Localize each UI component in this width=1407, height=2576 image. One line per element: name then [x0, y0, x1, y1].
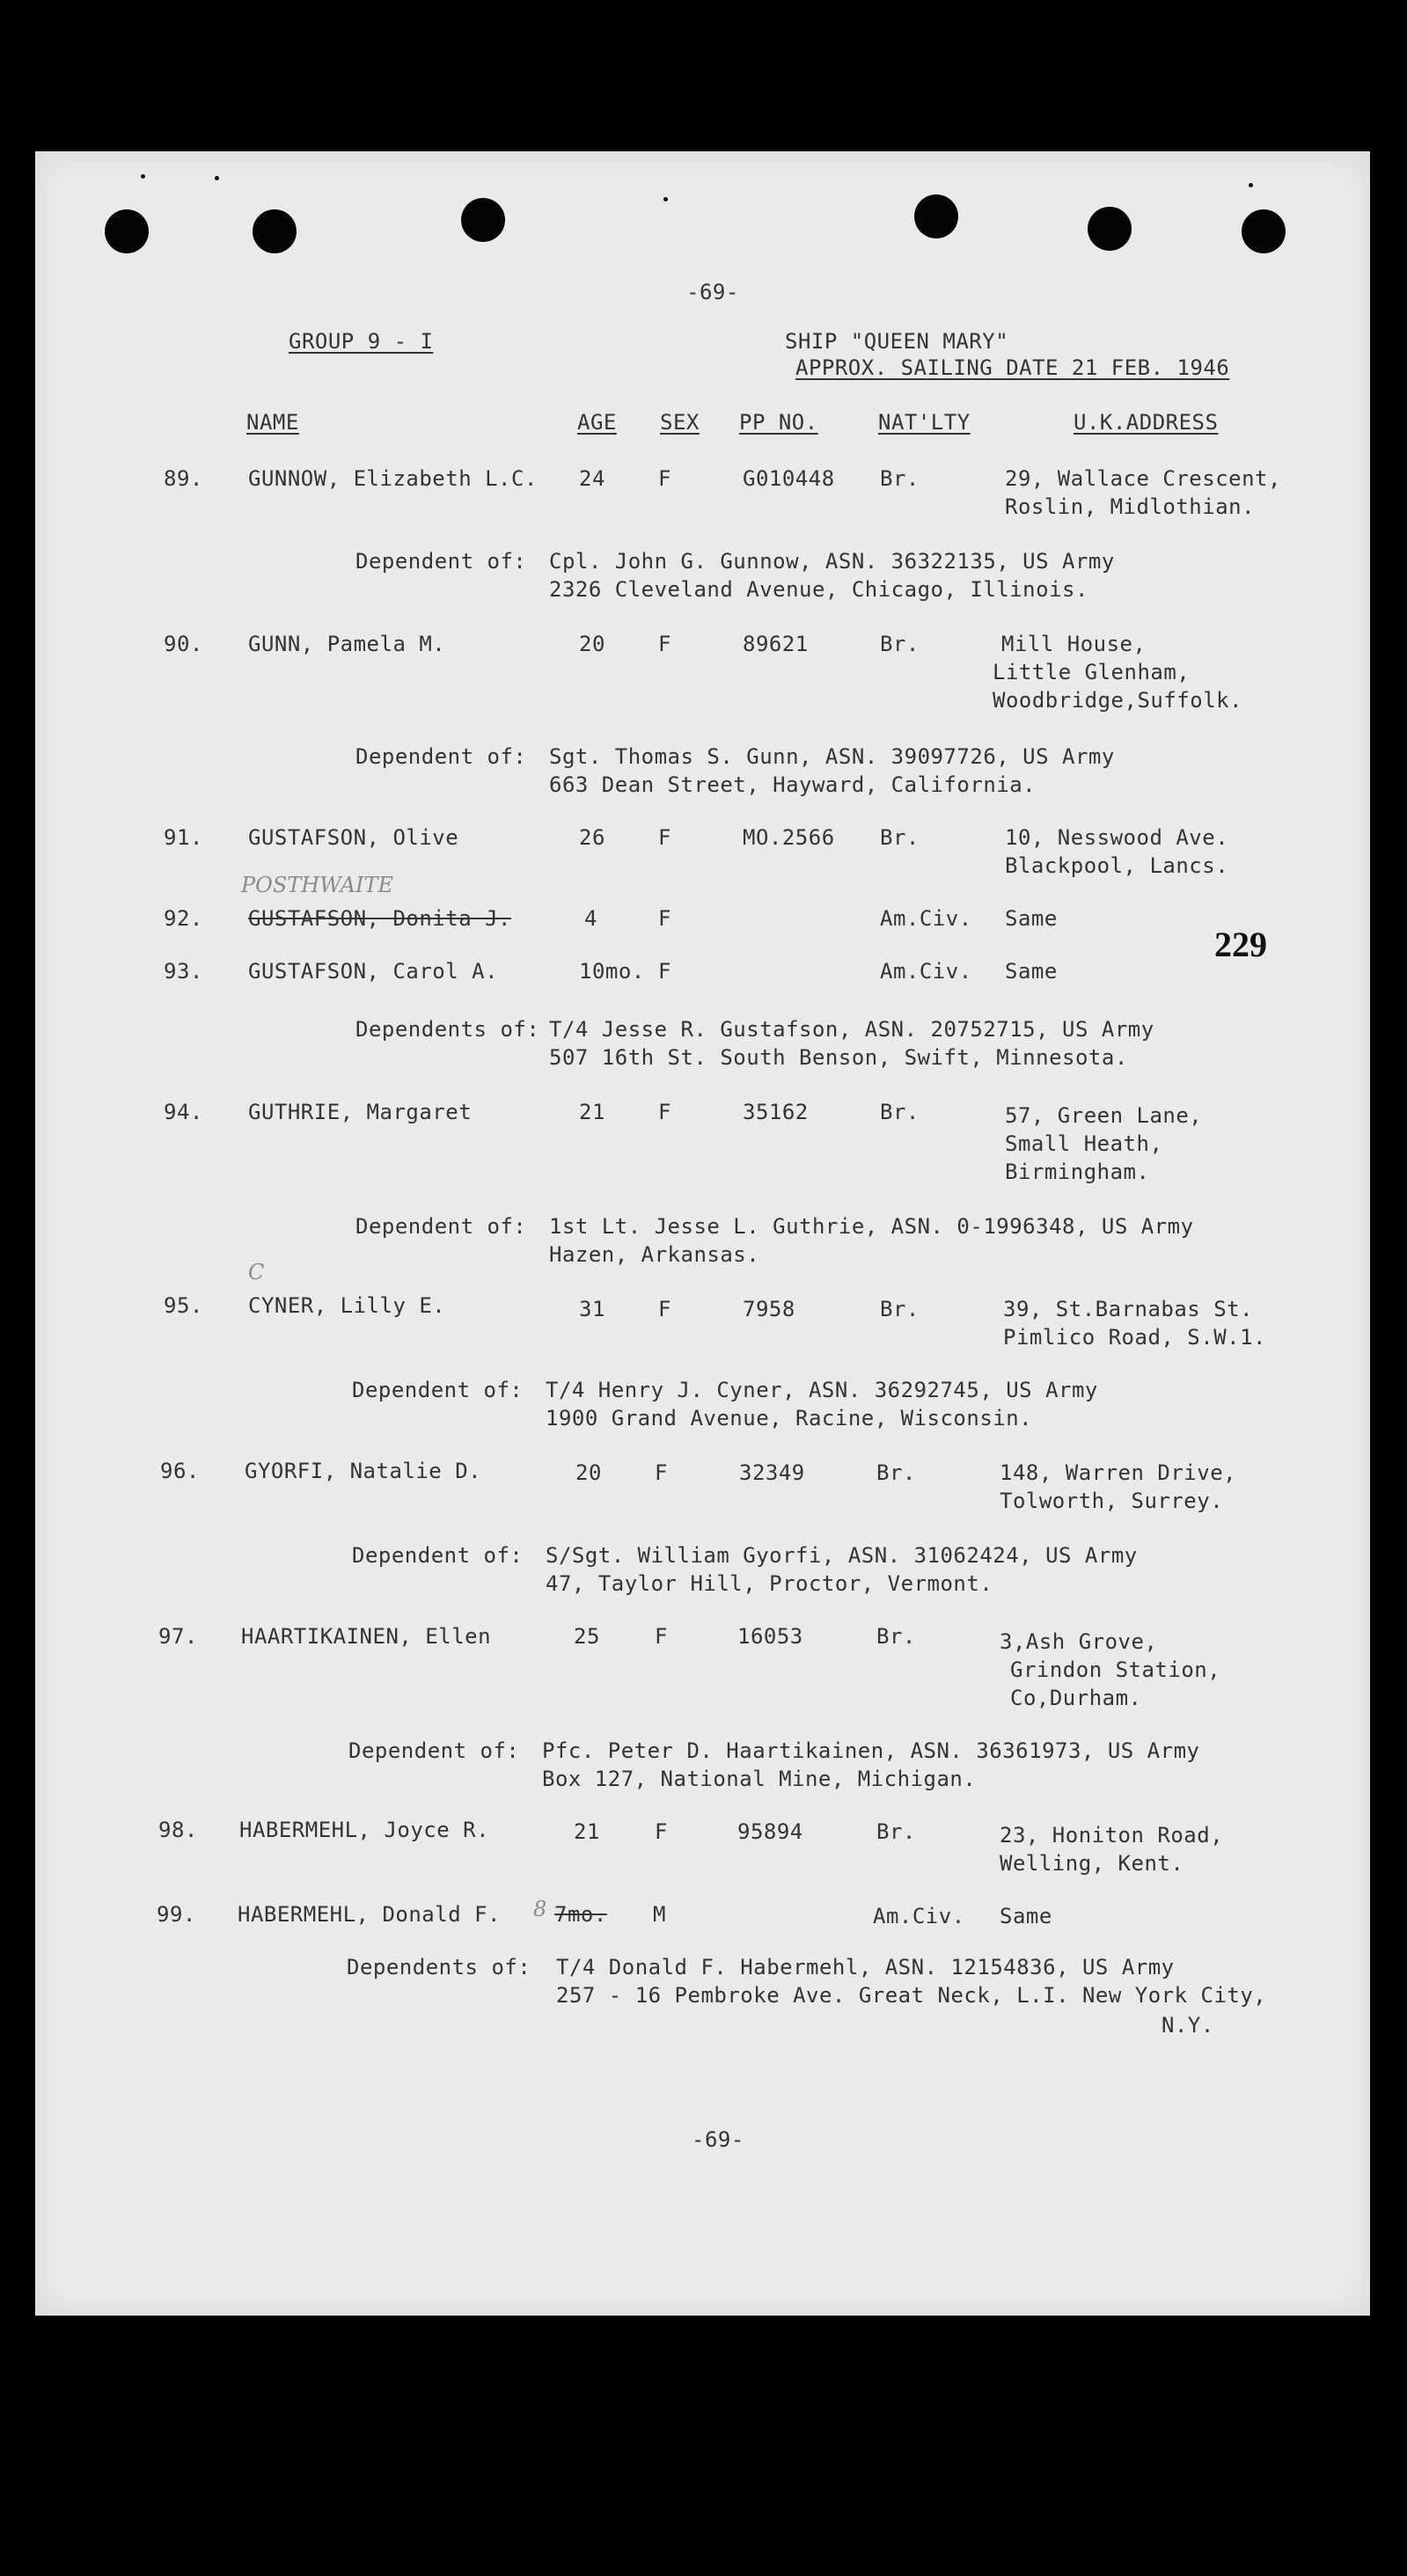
passenger-name: HAARTIKAINEN, Ellen [241, 1624, 492, 1649]
passenger-name: GUSTAFSON, Donita J. [248, 906, 511, 931]
passenger-age: 7mo. [554, 1902, 607, 1927]
nationality: Br. [876, 1460, 916, 1485]
punch-hole [1088, 207, 1132, 251]
sponsor-line: 1st Lt. Jesse L. Guthrie, ASN. 0-1996348, US Army [549, 1214, 1194, 1239]
sponsor-address: 1900 Grand Avenue, Racine, Wisconsin. [546, 1406, 1033, 1431]
dependent-label: Dependent of: [355, 1214, 527, 1239]
address-line: 57, Green Lane, [1005, 1103, 1203, 1128]
column-header-sex: SEX [660, 410, 700, 435]
address-line: 29, Wallace Crescent, [1005, 466, 1281, 491]
column-header-name: NAME [246, 410, 299, 435]
punch-hole [914, 194, 958, 238]
address-line: Blackpool, Lancs. [1005, 853, 1229, 878]
punch-hole [461, 198, 505, 242]
speck [141, 174, 145, 179]
row-number: 96. [160, 1459, 200, 1483]
passenger-age: 31 [579, 1297, 605, 1321]
handwritten-name-correction: POSTHWAITE [241, 873, 394, 897]
passport-number: MO.2566 [743, 825, 835, 850]
address-line: Welling, Kent. [1000, 1851, 1184, 1876]
address-line: 23, Honiton Road, [1000, 1823, 1224, 1848]
dependent-label: Dependent of: [352, 1543, 524, 1568]
passport-number: 32349 [739, 1460, 805, 1485]
sponsor-line: S/Sgt. William Gyorfi, ASN. 31062424, US Army [546, 1543, 1138, 1568]
address-line: Little Glenham, [993, 660, 1191, 684]
sponsor-line: Pfc. Peter D. Haartikainen, ASN. 36361973, US Army [542, 1738, 1200, 1763]
sponsor-line: T/4 Henry J. Cyner, ASN. 36292745, US Army [546, 1378, 1098, 1402]
nationality: Br. [880, 632, 920, 656]
sponsor-address: 257 - 16 Pembroke Ave. Great Neck, L.I. New York City, [556, 1983, 1267, 2008]
dependent-label: Dependents of: [355, 1017, 540, 1042]
passenger-name: GUTHRIE, Margaret [248, 1100, 473, 1124]
address-line: Same [1000, 1904, 1052, 1928]
punch-hole [1242, 209, 1286, 253]
row-number: 91. [164, 825, 203, 850]
passenger-sex: F [658, 825, 671, 850]
group-label: GROUP 9 - I [289, 329, 434, 354]
dependent-label: Dependent of: [348, 1738, 520, 1763]
row-number: 94. [164, 1100, 203, 1124]
row-number: 98. [158, 1818, 198, 1842]
nationality: Am.Civ. [880, 906, 972, 931]
passenger-name: HABERMEHL, Donald F. [238, 1902, 501, 1927]
stamp-number: 229 [1214, 925, 1267, 964]
passenger-sex: F [658, 1297, 671, 1321]
passenger-age: 21 [579, 1100, 605, 1124]
page-number-bottom: -69- [692, 2127, 744, 2152]
passenger-age: 20 [575, 1460, 602, 1485]
passenger-name: CYNER, Lilly E. [248, 1293, 446, 1318]
column-header-age: AGE [577, 410, 617, 435]
passenger-sex: M [653, 1902, 666, 1927]
row-number: 99. [157, 1902, 196, 1927]
address-line: 10, Nesswood Ave. [1005, 825, 1229, 850]
passenger-name: GUNNOW, Elizabeth L.C. [248, 466, 538, 491]
ship-name: SHIP "QUEEN MARY" [785, 329, 1009, 354]
address-line: Roslin, Midlothian. [1005, 494, 1256, 519]
nationality: Br. [880, 1100, 920, 1124]
passport-number: 35162 [743, 1100, 809, 1124]
speck [1249, 183, 1253, 187]
address-line: Co,Durham. [1010, 1686, 1142, 1710]
passport-number: 7958 [743, 1297, 795, 1321]
column-header-uk-address: U.K.ADDRESS [1074, 410, 1219, 435]
sponsor-address: 507 16th St. South Benson, Swift, Minnesota. [549, 1045, 1128, 1070]
sponsor-address-cont: N.Y. [1162, 2013, 1214, 2038]
passenger-sex: F [658, 632, 671, 656]
passenger-sex: F [658, 906, 671, 931]
sponsor-address: Hazen, Arkansas. [549, 1242, 760, 1267]
passenger-sex: F [658, 1100, 671, 1124]
passenger-sex: F [658, 959, 671, 984]
address-line: Small Heath, [1005, 1131, 1163, 1156]
dependent-label: Dependent of: [355, 549, 527, 574]
passenger-age: 10mo. [579, 959, 645, 984]
passenger-age: 4 [584, 906, 597, 931]
nationality: Am.Civ. [880, 959, 972, 984]
passport-number: G010448 [743, 466, 835, 491]
passenger-sex: F [655, 1819, 668, 1844]
sponsor-address: Box 127, National Mine, Michigan. [542, 1767, 977, 1791]
passenger-age: 21 [574, 1819, 600, 1844]
sponsor-line: T/4 Donald F. Habermehl, ASN. 12154836, US Army [556, 1955, 1175, 1980]
passenger-age: 24 [579, 466, 605, 491]
sailing-date: APPROX. SAILING DATE 21 FEB. 1946 [795, 355, 1230, 380]
sponsor-line: Cpl. John G. Gunnow, ASN. 36322135, US Army [549, 549, 1115, 574]
address-line: 148, Warren Drive, [1000, 1460, 1237, 1485]
row-number: 89. [164, 466, 203, 491]
row-number: 92. [164, 906, 203, 931]
handwritten-age-correction: 8 [533, 1897, 547, 1921]
page-number-top: -69- [686, 280, 739, 304]
sponsor-line: Sgt. Thomas S. Gunn, ASN. 39097726, US Army [549, 744, 1115, 769]
passenger-sex: F [658, 466, 671, 491]
nationality: Br. [880, 825, 920, 850]
dependent-label: Dependents of: [347, 1955, 531, 1980]
sponsor-address: 47, Taylor Hill, Proctor, Vermont. [546, 1571, 993, 1596]
nationality: Am.Civ. [873, 1904, 965, 1928]
sponsor-address: 2326 Cleveland Avenue, Chicago, Illinois. [549, 577, 1088, 602]
address-line: Same [1005, 906, 1058, 931]
passenger-name: GUNN, Pamela M. [248, 632, 446, 656]
passenger-age: 26 [579, 825, 605, 850]
handwritten-letter-correction: C [248, 1260, 265, 1284]
row-number: 95. [164, 1293, 203, 1318]
passenger-age: 20 [579, 632, 605, 656]
address-line: Tolworth, Surrey. [1000, 1489, 1224, 1513]
row-number: 97. [158, 1624, 198, 1649]
row-number: 90. [164, 632, 203, 656]
passport-number: 95894 [737, 1819, 803, 1844]
nationality: Br. [880, 1297, 920, 1321]
nationality: Br. [876, 1624, 916, 1649]
dependent-label: Dependent of: [352, 1378, 524, 1402]
passenger-age: 25 [574, 1624, 600, 1649]
address-line: Woodbridge,Suffolk. [993, 688, 1243, 713]
passport-number: 89621 [743, 632, 809, 656]
address-line: Mill House, [1001, 632, 1147, 656]
speck [663, 197, 668, 201]
passenger-name: GUSTAFSON, Olive [248, 825, 459, 850]
passenger-sex: F [655, 1460, 668, 1485]
passenger-sex: F [655, 1624, 668, 1649]
punch-hole [105, 209, 149, 253]
address-line: Same [1005, 959, 1058, 984]
address-line: 39, St.Barnabas St. [1003, 1297, 1254, 1321]
address-line: Pimlico Road, S.W.1. [1003, 1325, 1266, 1350]
speck [215, 176, 219, 180]
address-line: 3,Ash Grove, [1000, 1629, 1158, 1654]
nationality: Br. [880, 466, 920, 491]
column-header-nationality: NAT'LTY [878, 410, 971, 435]
passenger-name: GYORFI, Natalie D. [245, 1459, 482, 1483]
row-number: 93. [164, 959, 203, 984]
passport-number: 16053 [737, 1624, 803, 1649]
passenger-name: GUSTAFSON, Carol A. [248, 959, 499, 984]
dependent-label: Dependent of: [355, 744, 527, 769]
nationality: Br. [876, 1819, 916, 1844]
address-line: Birmingham. [1005, 1160, 1150, 1184]
sponsor-line: T/4 Jesse R. Gustafson, ASN. 20752715, US Army [549, 1017, 1154, 1042]
column-header-pp-no: PP NO. [739, 410, 818, 435]
sponsor-address: 663 Dean Street, Hayward, California. [549, 772, 1037, 797]
punch-hole [253, 209, 297, 253]
passenger-name: HABERMEHL, Joyce R. [239, 1818, 490, 1842]
address-line: Grindon Station, [1010, 1658, 1221, 1682]
